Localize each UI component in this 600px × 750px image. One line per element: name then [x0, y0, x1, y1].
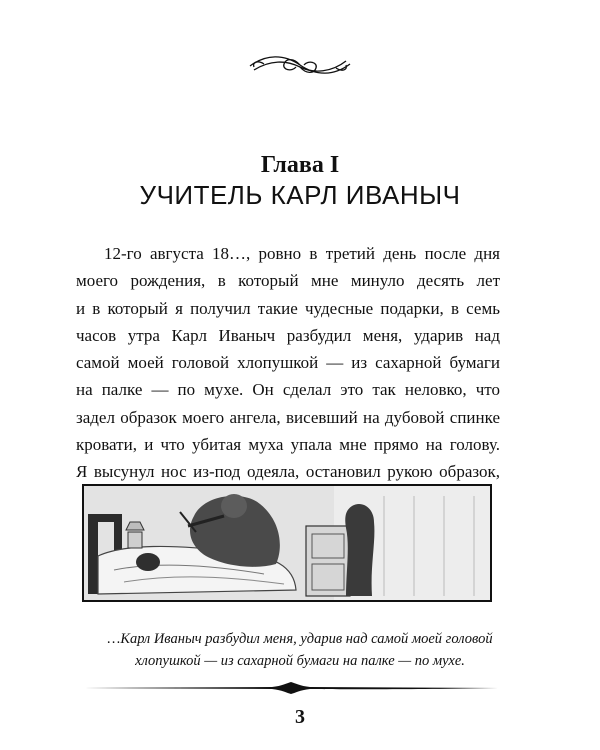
paragraph-line: кровати, и что убитая муха упала мне прямо на голову.: [76, 435, 500, 455]
illustration-caption: [0, 628, 600, 672]
paragraph-line: Я высунул нос из-под одеяла, остановил рукою образок,: [76, 462, 500, 482]
page-number: 3: [295, 706, 305, 728]
chapter-paragraph: [76, 240, 500, 486]
flourish-divider-icon: [244, 50, 356, 80]
paragraph-line: на палке — по мухе. Он сделал это так неловко, что: [76, 380, 500, 400]
paragraph-line: часов утра Карл Иваныч разбудил меня, ударив над: [76, 325, 500, 345]
paragraph-line: задел образок моего ангела, висевший на дубовой спинке: [76, 407, 500, 427]
ornamental-rule-icon: [82, 680, 500, 696]
paragraph-line: и в который я получил такие чудесные подарки, в семь: [76, 298, 500, 318]
chapter-title: УЧИТЕЛЬ КАРЛ ИВАНЫЧ: [139, 180, 461, 210]
chapter-label: Глава I: [260, 152, 340, 178]
caption-line: хлопушкой — из сахарной бумаги на палке — по мухе.: [135, 653, 465, 669]
caption-line: …Карл Иваныч разбудил меня, ударив над самой моей головой: [107, 631, 493, 647]
paragraph-line: 12-го августа 18…, ровно в третий день после дня: [104, 244, 500, 263]
bedroom-engraving-illustration: [82, 484, 492, 602]
paragraph-line: самой моей головой хлопушкой — из сахарной бумаги: [76, 353, 500, 373]
paragraph-line: моего рождения, в который мне минуло десять лет: [76, 271, 500, 291]
